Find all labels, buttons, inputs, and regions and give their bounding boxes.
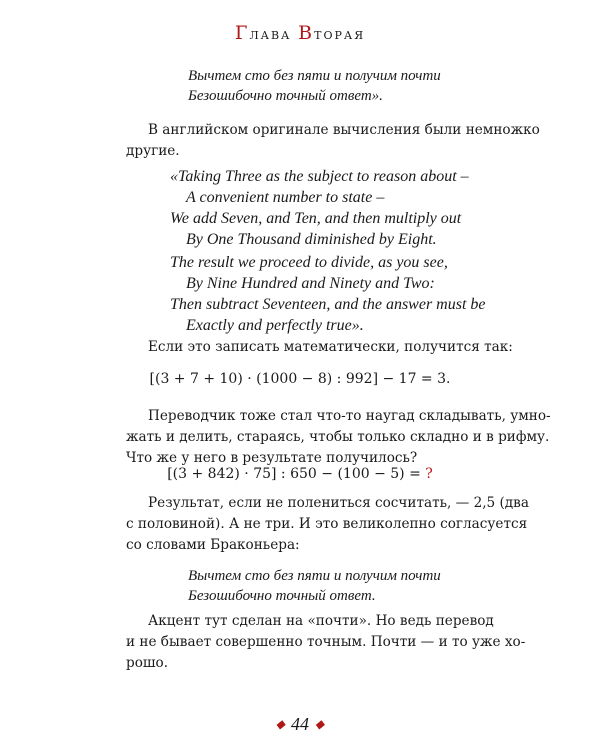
intro-paragraph	[126, 120, 540, 162]
verse-line: Безошибочно точный ответ».	[188, 88, 383, 104]
verse-line: Вычтем сто без пяти и получим почти	[188, 568, 441, 584]
verse-english-1	[170, 166, 469, 250]
paragraph-line: другие.	[126, 143, 180, 159]
verse-line: Безошибочно точный ответ.	[188, 588, 376, 604]
diamond-ornament-left: ◆	[275, 717, 285, 731]
paragraph-line: с половиной). А не три. И это великолепно согласуется	[126, 516, 528, 532]
verse-line: A convenient number to state –	[186, 189, 385, 206]
verse-english-2	[170, 252, 486, 336]
verse-line: By One Thousand diminished by Eight.	[186, 231, 437, 248]
formula-text: [(3 + 7 + 10) · (1000 − 8) : 992] − 17 = 3.	[149, 371, 451, 387]
verse-line: Вычтем сто без пяти и получим почти	[188, 68, 441, 84]
header-text-2: торая	[314, 25, 366, 43]
verse-line: «Taking Three as the subject to reason about –	[170, 168, 469, 185]
header-initial-2: В	[298, 22, 315, 44]
formula-1	[0, 371, 600, 387]
verse-russian-1	[188, 66, 441, 106]
verse-line: We add Seven, and Ten, and then multiply out	[170, 210, 462, 227]
page-number-text: 44	[291, 714, 309, 734]
chapter-header	[0, 22, 600, 44]
formula-text: [(3 + 842) · 75] : 650 − (100 − 5) =	[167, 466, 426, 482]
paragraph-line: Что же у него в результате получилось?	[126, 450, 418, 466]
verse-russian-2	[188, 566, 441, 606]
translator-paragraph	[126, 406, 551, 469]
paragraph-line: Если это записать математически, получится так:	[148, 339, 513, 355]
result-paragraph	[126, 493, 529, 556]
paragraph-line: рошо.	[126, 655, 169, 671]
question-mark: ?	[425, 466, 433, 482]
formula-2	[0, 466, 600, 482]
paragraph-line: Акцент тут сделан на «почти». Но ведь перевод	[148, 613, 494, 629]
header-text-1: лава	[249, 25, 299, 43]
paragraph-line: жать и делить, стараясь, чтобы только складно и в рифму.	[126, 429, 550, 445]
paragraph-line: В английском оригинале вычисления были немножко	[148, 122, 540, 138]
verse-line: Then subtract Seventeen, and the answer must be	[170, 296, 486, 313]
diamond-ornament-right: ◆	[315, 717, 325, 731]
verse-line: By Nine Hundred and Ninety and Two:	[186, 275, 435, 292]
page-number	[0, 714, 600, 735]
paragraph-line: со словами Браконьера:	[126, 537, 300, 553]
verse-line: The result we proceed to divide, as you see,	[170, 254, 448, 271]
verse-line: Exactly and perfectly true».	[186, 317, 364, 334]
header-initial-1: Г	[234, 22, 250, 44]
math-intro	[148, 337, 513, 358]
paragraph-line: Результат, если не полениться сосчитать, — 2,5 (два	[148, 495, 529, 511]
accent-paragraph	[126, 611, 525, 674]
paragraph-line: и не бывает совершенно точным. Почти — и то уже хо-	[126, 634, 526, 650]
paragraph-line: Переводчик тоже стал что-то наугад складывать, умно-	[148, 408, 551, 424]
